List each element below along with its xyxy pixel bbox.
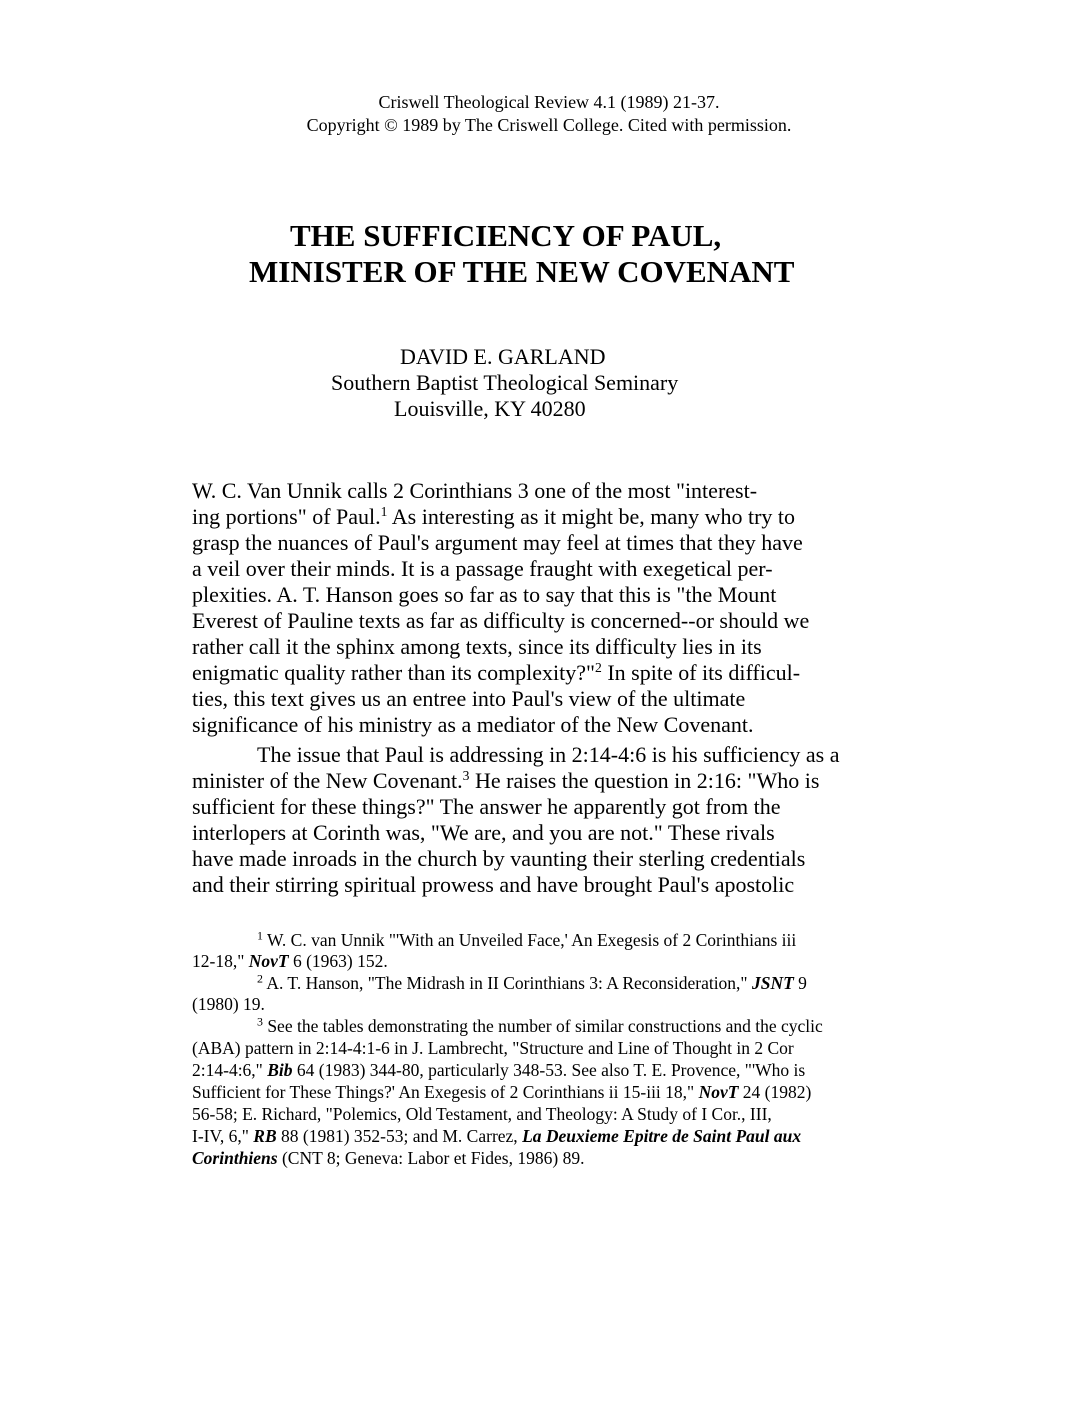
body-line: interlopers at Corinth was, "We are, and you are not." These rivals <box>192 820 775 845</box>
body-line: grasp the nuances of Paul's argument may feel at times that they have <box>192 530 803 555</box>
footnote-1: $^1$ W. C. van Unnik "'With an Unveiled Face,' An Exegesis of 2 Corinthians iii <box>257 928 797 950</box>
author-name: DAVID E. GARLAND <box>400 344 606 369</box>
body-line: ties, this text gives us an entree into Paul's view of the ultimate <box>192 686 746 711</box>
footnote-3-cont: (ABA) pattern in 2:14-4:1-6 in J. Lambrecht, "Structure and Line of Thought in 2 Cor <box>192 1038 794 1058</box>
article-title-line-1: THE SUFFICIENCY OF PAUL, <box>290 218 722 253</box>
author-location: Louisville, KY 40280 <box>394 396 586 421</box>
body-line: have made inroads in the church by vaunting their sterling credentials <box>192 846 806 871</box>
body-line: enigmatic quality rather than its complexity?"$^2$ In spite of its difficul- <box>192 659 801 685</box>
article-title-line-2: MINISTER OF THE NEW COVENANT <box>249 254 795 289</box>
body-line: Everest of Pauline texts as far as difficulty is concerned--or should we <box>192 608 810 633</box>
footnote-2-cont: (1980) 19. <box>192 994 265 1014</box>
footnote-ref-3[interactable]: 3 <box>462 767 470 783</box>
body-line: and their stirring spiritual prowess and have brought Paul's apostolic <box>192 872 795 897</box>
body-line: significance of his ministry as a mediator of the New Covenant. <box>192 712 754 737</box>
body-line: W. C. Van Unnik calls 2 Corinthians 3 one of the most "interest- <box>192 478 758 503</box>
author-institution: Southern Baptist Theological Seminary <box>331 370 679 395</box>
footnote-ref-1[interactable]: 1 <box>380 503 388 519</box>
footnote-1-cont: 12-18," NovT 6 (1963) 152. <box>192 951 388 971</box>
body-line: The issue that Paul is addressing in 2:14-4:6 is his sufficiency as a <box>257 742 840 767</box>
body-line: ing portions" of Paul.$^1$ As interesting as it might be, many who try to <box>192 503 796 529</box>
body-line: sufficient for these things?" The answer he apparently got from the <box>192 794 781 819</box>
journal-citation: Criswell Theological Review 4.1 (1989) 21-37. <box>378 92 720 112</box>
footnote-ref-2[interactable]: 2 <box>595 659 602 675</box>
footnote-3-cont: Sufficient for These Things?' An Exegesis of 2 Corinthians ii 15-iii 18," NovT 24 (1982) <box>192 1082 812 1102</box>
footnote-3: $^3$ See the tables demonstrating the number of similar constructions and the cyclic <box>257 1014 823 1036</box>
body-line: plexities. A. T. Hanson goes so far as to say that this is "the Mount <box>192 582 777 607</box>
copyright-notice: Copyright © 1989 by The Criswell College. Cited with permission. <box>306 115 792 135</box>
body-line: rather call it the sphinx among texts, since its difficulty lies in its <box>192 634 762 659</box>
footnote-3-cont: 56-58; E. Richard, "Polemics, Old Testament, and Theology: A Study of I Cor., III, <box>192 1104 772 1124</box>
footnote-3-cont: Corinthiens (CNT 8; Geneva: Labor et Fides, 1986) 89. <box>192 1148 585 1168</box>
footnote-3-cont: 2:14-4:6," Bib 64 (1983) 344-80, particularly 348-53. See also T. E. Provence, "'Who is <box>192 1060 806 1080</box>
footnote-3-cont: I-IV, 6," RB 88 (1981) 352-53; and M. Carrez, La Deuxieme Epitre de Saint Paul aux <box>192 1126 802 1146</box>
footnote-2: $^2$ A. T. Hanson, "The Midrash in II Corinthians 3: A Reconsideration," JSNT 9 <box>257 971 807 993</box>
body-line: minister of the New Covenant.$^3$ He raises the question in 2:16: "Who is <box>192 767 820 793</box>
body-line: a veil over their minds. It is a passage fraught with exegetical per- <box>192 556 773 581</box>
